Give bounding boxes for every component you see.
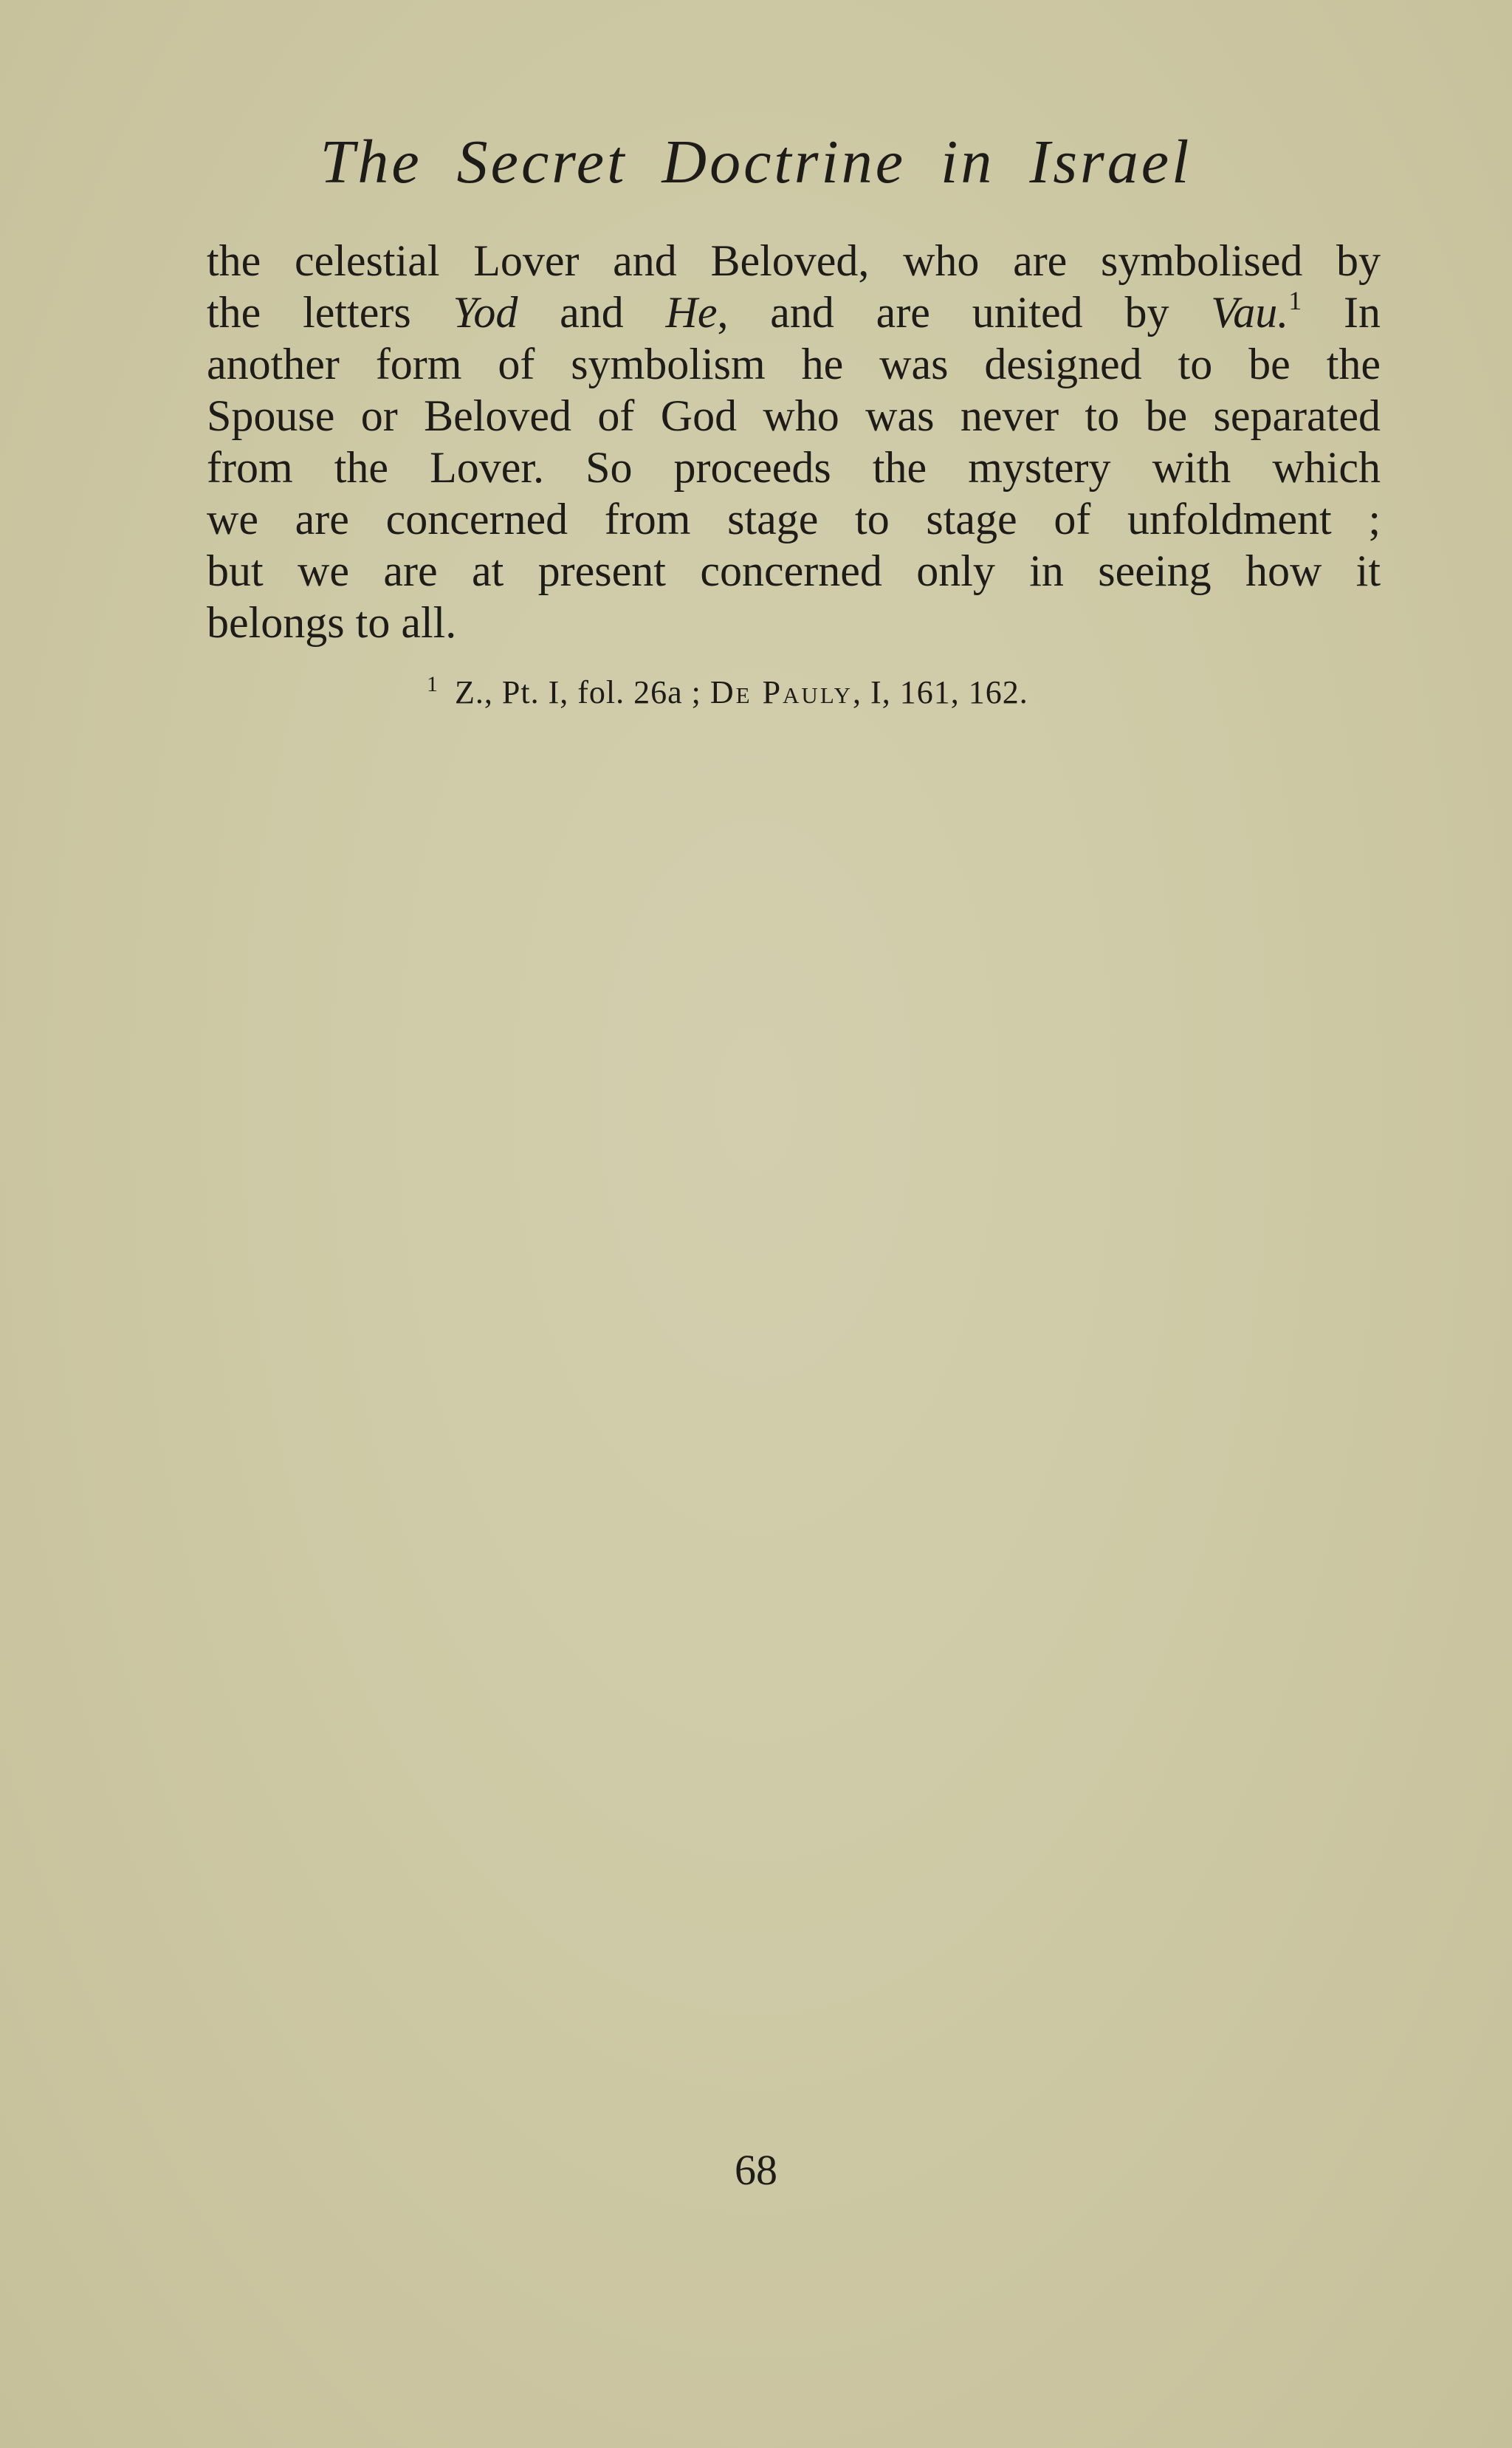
footnote-mark: 1 bbox=[427, 672, 439, 696]
footnote-reference: 1 bbox=[1288, 286, 1302, 315]
italic-word-vau: Vau. bbox=[1211, 288, 1289, 337]
text-segment: , and are united by bbox=[717, 288, 1212, 337]
text-line bbox=[207, 287, 1381, 338]
italic-word-yod: Yod bbox=[453, 288, 518, 337]
footnote bbox=[427, 673, 1028, 709]
text-line: Spouse or Beloved of God who was never to be separated bbox=[207, 391, 1381, 440]
footnote-author: De Pauly bbox=[709, 674, 853, 710]
text-segment: In bbox=[1302, 288, 1381, 337]
text-line: but we are at present concerned only in seeing how it bbox=[207, 546, 1381, 595]
text-line: we are concerned from stage to stage of unfoldment ; bbox=[207, 495, 1381, 544]
text-line: belongs to all. bbox=[207, 598, 457, 647]
running-head: The Secret Doctrine in Israel bbox=[320, 128, 1192, 196]
footnote-text: , I, 161, 162. bbox=[853, 674, 1028, 710]
text-line: the celestial Lover and Beloved, who are symbolised by bbox=[207, 236, 1381, 285]
footnote-text: Z., Pt. I, fol. 26a ; bbox=[455, 674, 710, 710]
text-segment: and bbox=[518, 288, 666, 337]
text-line: another form of symbolism he was designed to be the bbox=[207, 340, 1381, 388]
text-line: from the Lover. So proceeds the mystery with which bbox=[207, 443, 1381, 492]
text-segment: the letters bbox=[207, 288, 453, 337]
page-number: 68 bbox=[735, 2146, 777, 2194]
body-paragraph bbox=[207, 235, 1381, 648]
italic-word-he: He bbox=[665, 288, 718, 337]
